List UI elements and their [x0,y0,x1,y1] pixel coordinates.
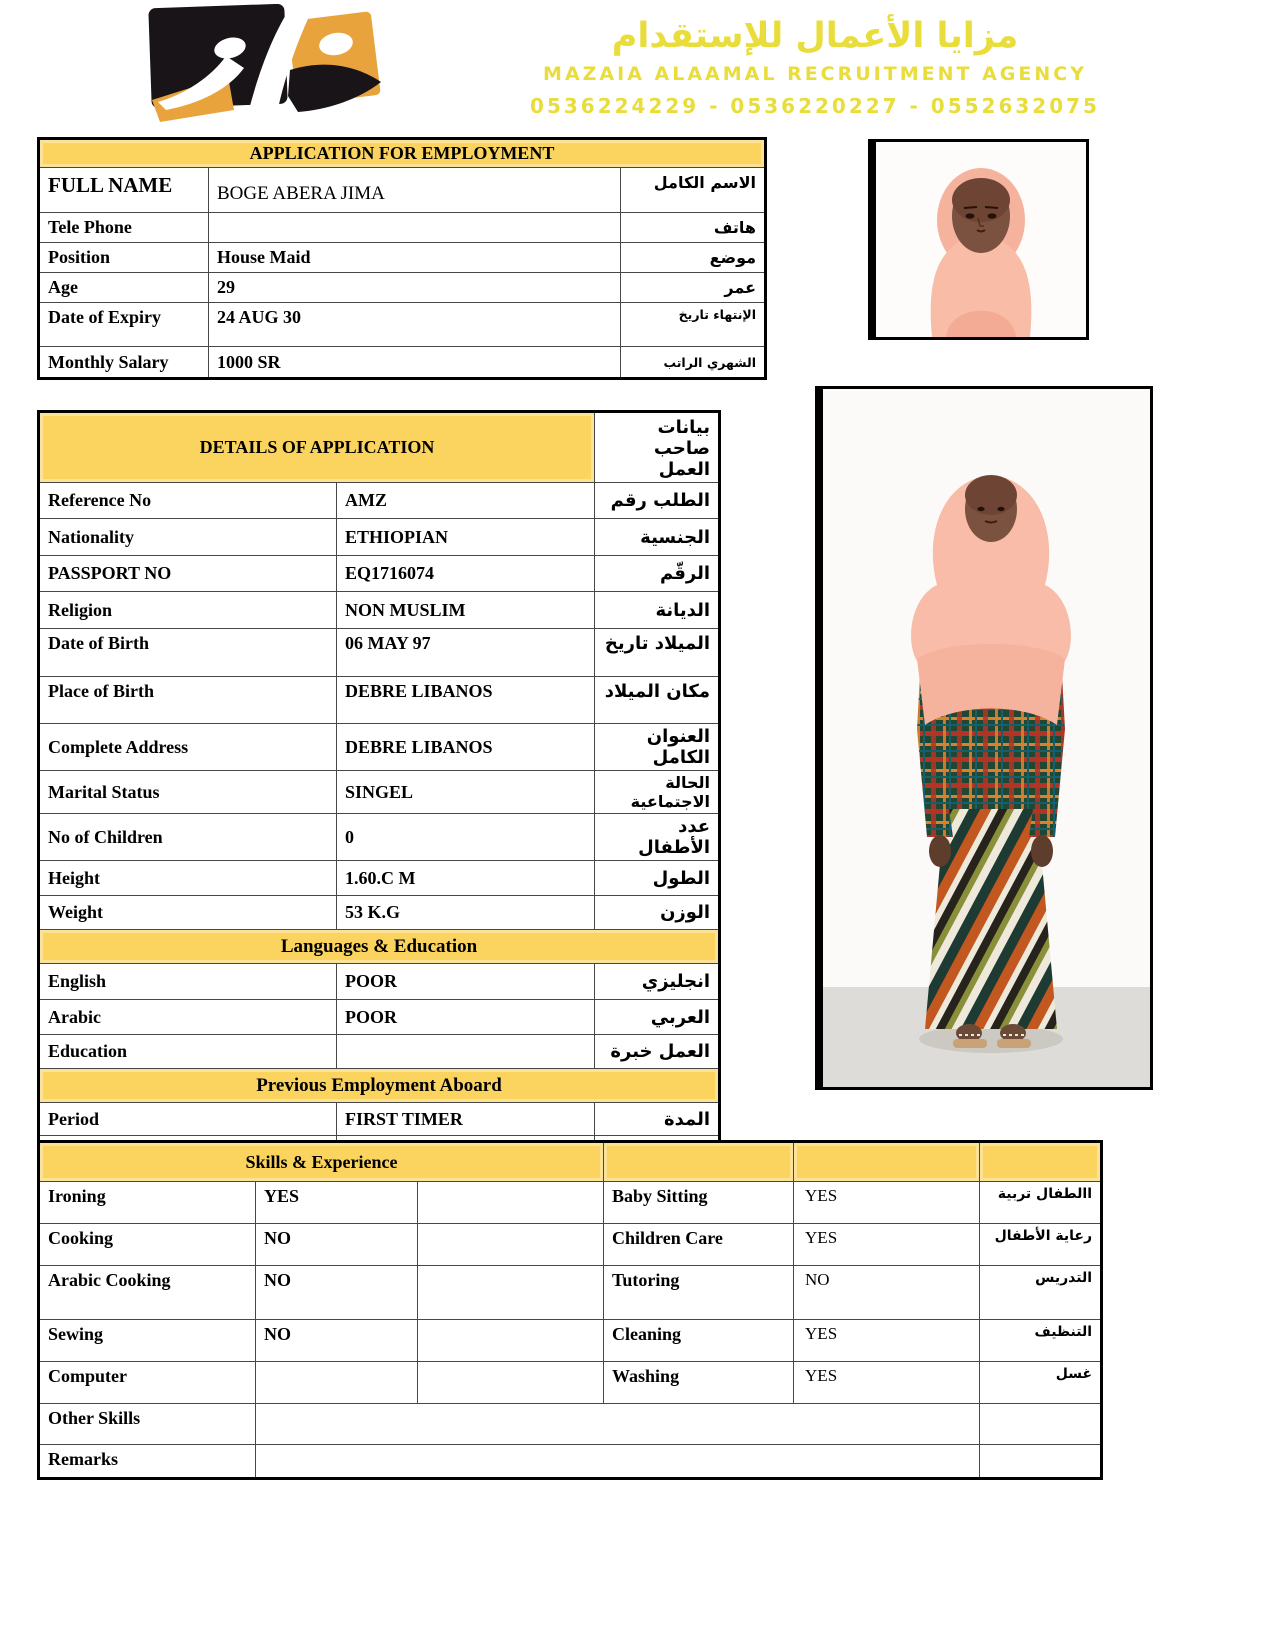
table-row [39,347,766,379]
field-label: Height [39,861,337,896]
field-value [337,1035,595,1069]
field-label: PASSPORT NO [39,556,337,592]
agency-phone-numbers: 0536224229 - 0536220227 - 0552632075 [530,94,1100,119]
field-value: 0 [337,814,595,861]
table-row [39,168,766,213]
table-row [39,771,720,814]
header-cell-empty [604,1142,794,1182]
skill-label: Cleaning [604,1320,794,1362]
header-cell-empty [794,1142,980,1182]
table-row [39,861,720,896]
field-label-arabic: العربي [595,1000,720,1035]
details-title: DETAILS OF APPLICATION [39,412,595,483]
field-value: 53 K.G [337,896,595,930]
table-row [39,1103,720,1136]
field-value: POOR [337,964,595,1000]
field-value: 06 MAY 97 [337,629,595,677]
skill-label: Washing [604,1362,794,1404]
agency-name-arabic: مزايا الأعمال للإستقدام [611,16,1019,56]
remarks-label: Remarks [39,1445,256,1479]
table-row [39,243,766,273]
table-row [39,1224,1102,1266]
field-label: Position [39,243,209,273]
field-label-arabic: الطول [595,861,720,896]
skill-label-arabic: االطفال تربية [980,1182,1102,1224]
field-label: Age [39,273,209,303]
skill-value: YES [794,1362,980,1404]
field-label-arabic: الديانة [595,592,720,629]
applicant-portrait-photo [868,139,1089,340]
table-row [39,483,720,519]
skill-label: Arabic Cooking [39,1266,256,1320]
agency-header [475,16,1155,118]
field-label-arabic: مكان الميلاد [595,677,720,724]
field-label-arabic: الإنتهاء تاريخ [621,303,766,347]
skill-label-arabic: غسل [980,1362,1102,1404]
skill-value: NO [794,1266,980,1320]
table-row [39,1000,720,1035]
previous-employment-title: Previous Employment Aboard [39,1069,720,1103]
applicant-full-body-photo [815,386,1153,1090]
field-value: 1.60.C M [337,861,595,896]
table-row [39,1404,1102,1445]
empty-cell [418,1224,604,1266]
table-row [39,1362,1102,1404]
field-value: 24 AUG 30 [209,303,621,347]
table-row [39,724,720,771]
field-value: SINGEL [337,771,595,814]
table-row [39,1445,1102,1479]
field-value: NON MUSLIM [337,592,595,629]
field-label-arabic: عدد الأطفال [595,814,720,861]
skills-title: Skills & Experience [39,1142,604,1182]
field-label: FULL NAME [39,168,209,213]
empty-cell [418,1362,604,1404]
table-row [39,213,766,243]
table-row [39,519,720,556]
field-label: Reference No [39,483,337,519]
skill-value: YES [256,1182,418,1224]
table-row [39,592,720,629]
field-value: House Maid [209,243,621,273]
skill-value: YES [794,1182,980,1224]
skill-label: Tutoring [604,1266,794,1320]
table-row [39,814,720,861]
field-label-arabic: العنوان الكامل [595,724,720,771]
field-label: Place of Birth [39,677,337,724]
table-row [39,1320,1102,1362]
table-row [39,1035,720,1069]
field-label-arabic: عمر [621,273,766,303]
skill-value [256,1362,418,1404]
skill-value: NO [256,1320,418,1362]
field-label: Arabic [39,1000,337,1035]
field-label: Nationality [39,519,337,556]
skill-value: YES [794,1320,980,1362]
table-row [39,1266,1102,1320]
field-label-arabic: الجنسية [595,519,720,556]
field-value: ETHIOPIAN [337,519,595,556]
field-label-arabic: انجليزي [595,964,720,1000]
field-value: DEBRE LIBANOS [337,724,595,771]
application-title: APPLICATION FOR EMPLOYMENT [39,139,766,168]
skill-label-arabic: التدريس [980,1266,1102,1320]
skill-label: Computer [39,1362,256,1404]
empty-cell [256,1404,980,1445]
field-value: BOGE ABERA JIMA [209,168,621,213]
field-label: Tele Phone [39,213,209,243]
field-value: EQ1716074 [337,556,595,592]
skill-label-arabic: رعاية الأطفال [980,1224,1102,1266]
field-value: 29 [209,273,621,303]
field-label-arabic: الشهري الراتب [621,347,766,379]
skills-table [37,1140,1103,1480]
languages-education-title: Languages & Education [39,930,720,964]
skill-value: YES [794,1224,980,1266]
empty-cell [418,1320,604,1362]
agency-name-english: MAZAIA ALAAMAL RECRUITMENT AGENCY [543,63,1087,86]
table-row [39,273,766,303]
field-label: Weight [39,896,337,930]
field-value: POOR [337,1000,595,1035]
table-row [39,303,766,347]
field-label: Date of Birth [39,629,337,677]
field-value: AMZ [337,483,595,519]
field-label-arabic: الطلب رقم [595,483,720,519]
field-label-arabic: موضع [621,243,766,273]
skill-label: Cooking [39,1224,256,1266]
skill-label-arabic: التنظيف [980,1320,1102,1362]
application-table [37,137,767,380]
table-row [39,677,720,724]
field-label: Complete Address [39,724,337,771]
field-label-arabic: الاسم الكامل [621,168,766,213]
empty-cell [256,1445,980,1479]
field-label-arabic: الوزن [595,896,720,930]
field-label: Monthly Salary [39,347,209,379]
table-row [39,556,720,592]
table-row [39,629,720,677]
field-value: FIRST TIMER [337,1103,595,1136]
field-label-arabic: الرقّم [595,556,720,592]
field-label-arabic: الميلاد تاريخ [595,629,720,677]
table-row [39,896,720,930]
field-value: DEBRE LIBANOS [337,677,595,724]
empty-cell [980,1404,1102,1445]
table-row [39,1182,1102,1224]
skill-label: Ironing [39,1182,256,1224]
field-label-arabic: العمل خبرة [595,1035,720,1069]
header-cell-empty [980,1142,1102,1182]
other-skills-label: Other Skills [39,1404,256,1445]
field-label: Religion [39,592,337,629]
field-label: English [39,964,337,1000]
field-label-arabic: الحالة الاجتماعية [595,771,720,814]
empty-cell [980,1445,1102,1479]
details-table [37,410,721,1171]
field-label-arabic: هاتف [621,213,766,243]
field-label-arabic: المدة [595,1103,720,1136]
field-label: Period [39,1103,337,1136]
skill-label: Sewing [39,1320,256,1362]
skill-label: Baby Sitting [604,1182,794,1224]
field-value [209,213,621,243]
field-label: Marital Status [39,771,337,814]
table-row [39,964,720,1000]
agency-logo [140,4,385,130]
skill-value: NO [256,1224,418,1266]
skill-label: Children Care [604,1224,794,1266]
empty-cell [418,1266,604,1320]
skill-value: NO [256,1266,418,1320]
empty-cell [418,1182,604,1224]
field-label: No of Children [39,814,337,861]
field-label: Date of Expiry [39,303,209,347]
field-value: 1000 SR [209,347,621,379]
field-label: Education [39,1035,337,1069]
details-title-arabic: بيانات صاحب العمل [595,412,720,483]
